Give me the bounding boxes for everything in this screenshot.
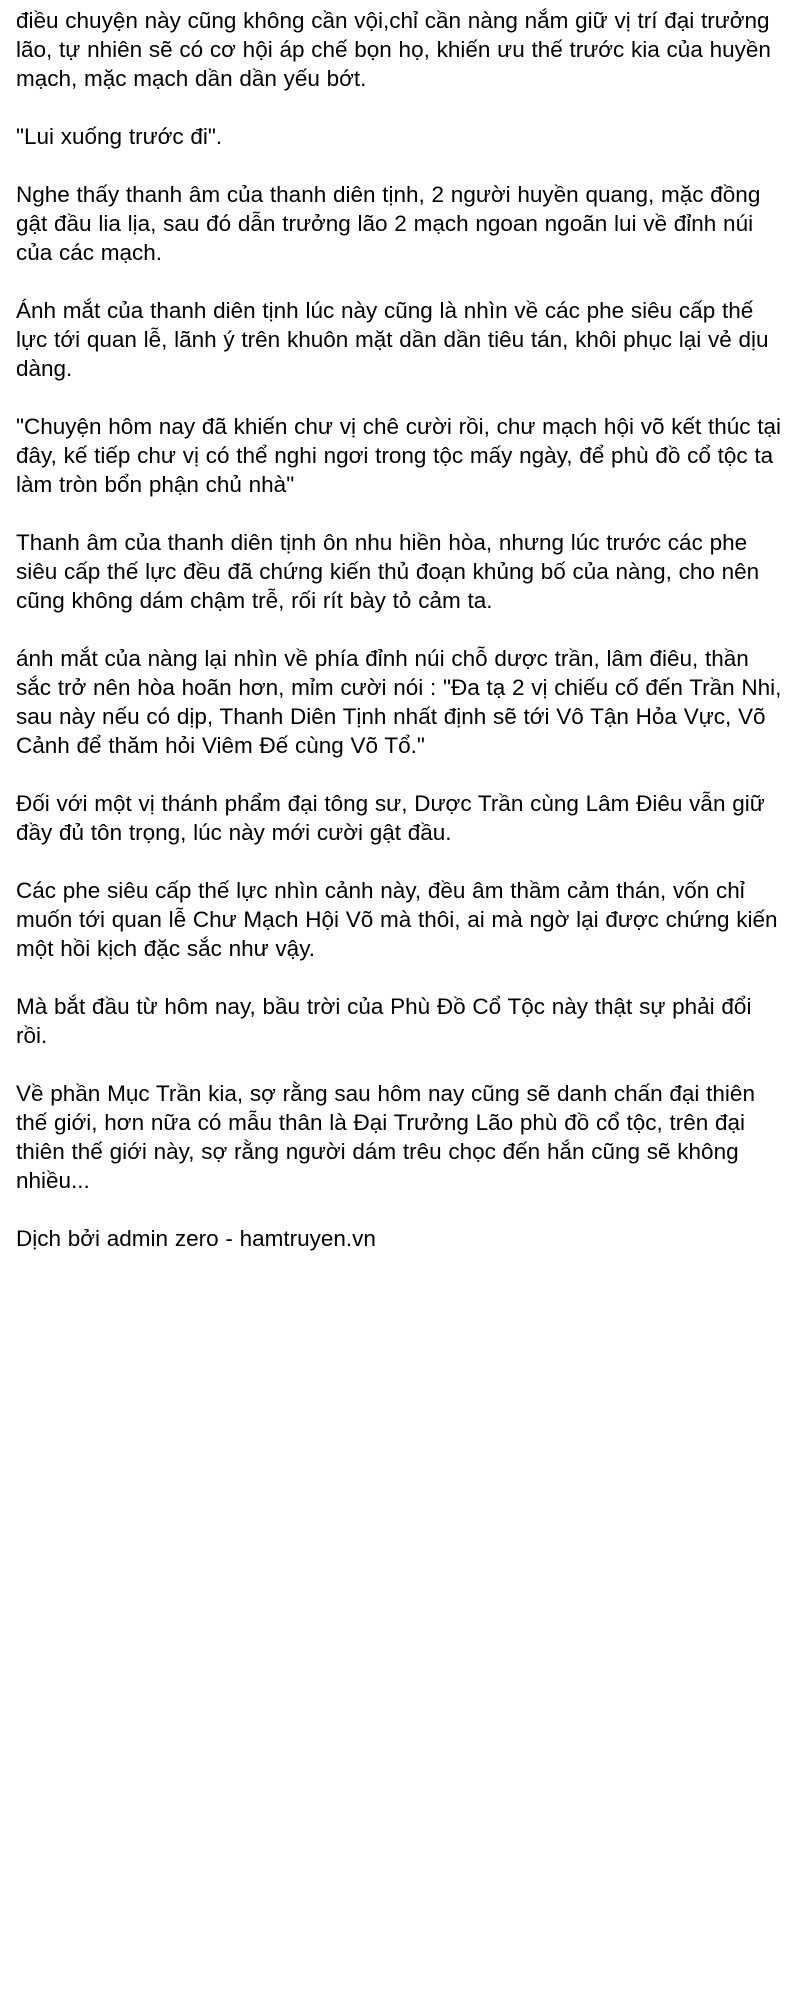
paragraph: Nghe thấy thanh âm của thanh diên tịnh, 2 người huyền quang, mặc đồng gật đầu lia lịa, sau đó dẫn trưởng lão 2 mạch ngoan ngoãn lui về đỉnh núi của các mạch.	[16, 182, 761, 265]
paragraph: Ánh mắt của thanh diên tịnh lúc này cũng là nhìn về các phe siêu cấp thế lực tới quan lễ, lãnh ý trên khuôn mặt dần dần tiêu tán, khôi phục lại vẻ dịu dàng.	[16, 298, 769, 381]
paragraph: "Chuyện hôm nay đã khiến chư vị chê cười rồi, chư mạch hội võ kết thúc tại đây, kế tiếp chư vị có thể nghi ngơi trong tộc mấy ngày, để phù đồ cổ tộc ta làm tròn bổn phận chủ nhà"	[16, 414, 782, 497]
paragraph: ánh mắt của nàng lại nhìn về phía đỉnh núi chỗ dược trần, lâm điêu, thần sắc trở nên hòa hoãn hơn, mỉm cười nói : "Đa tạ 2 vị chiếu cố đến Trần Nhi, sau này nếu có dịp, Thanh Diên Tịnh nhất định sẽ tới Vô Tận Hỏa Vực, Võ Cảnh để thăm hỏi Viêm Đế cùng Võ Tổ."	[16, 646, 782, 758]
paragraph: Đối với một vị thánh phẩm đại tông sư, Dược Trần cùng Lâm Điêu vẫn giữ đầy đủ tôn trọng, lúc này mới cười gật đầu.	[16, 791, 765, 845]
paragraph: điều chuyện này cũng không cần vội,chỉ cần nàng nắm giữ vị trí đại trưởng lão, tự nhiên sẽ có cơ hội áp chế bọn họ, khiến ưu thế trước kia của huyền mạch, mặc mạch dần dần yếu bớt.	[16, 8, 771, 91]
paragraph: Mà bắt đầu từ hôm nay, bầu trời của Phù Đồ Cổ Tộc này thật sự phải đổi rồi.	[16, 994, 752, 1048]
paragraph: Về phần Mục Trần kia, sợ rằng sau hôm nay cũng sẽ danh chấn đại thiên thế giới, hơn nữa có mẫu thân là Đại Trưởng Lão phù đồ cổ tộc, trên đại thiên thế giới này, sợ rằng người dám trêu chọc đến hắn cũng sẽ không nhiều...	[16, 1081, 755, 1193]
translator-credit: Dịch bởi admin zero - hamtruyen.vn	[16, 1226, 376, 1251]
paragraph: "Lui xuống trước đi".	[16, 124, 223, 149]
paragraph: Các phe siêu cấp thế lực nhìn cảnh này, đều âm thầm cảm thán, vốn chỉ muốn tới quan lễ Chư Mạch Hội Võ mà thôi, ai mà ngờ lại được chứng kiến một hồi kịch đặc sắc như vậy.	[16, 878, 778, 961]
paragraph: Thanh âm của thanh diên tịnh ôn nhu hiền hòa, nhưng lúc trước các phe siêu cấp thế lực đều đã chứng kiến thủ đoạn khủng bố của nàng, cho nên cũng không dám chậm trễ, rối rít bày tỏ cảm ta.	[16, 530, 760, 613]
